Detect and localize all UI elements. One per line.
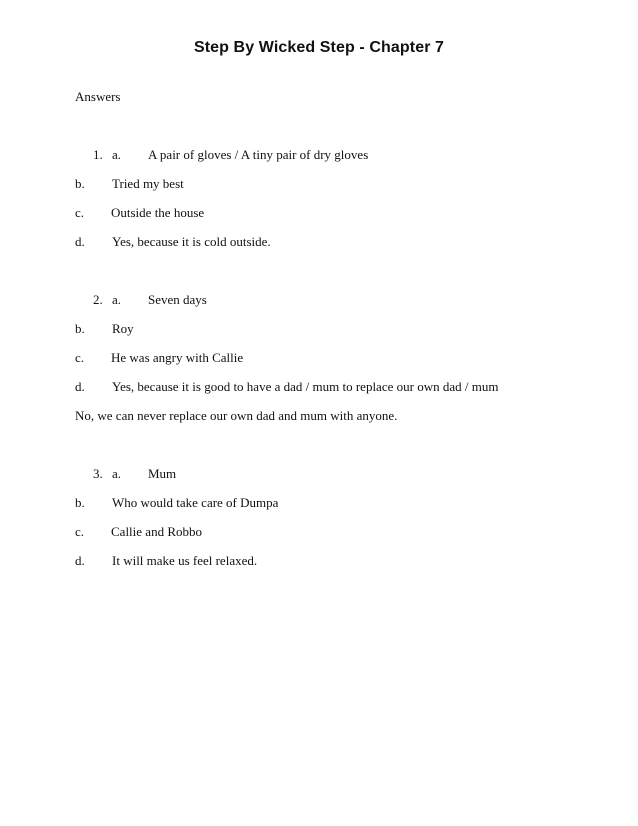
item-label: c. — [75, 205, 85, 220]
item-label: a. — [112, 147, 122, 162]
item-label: a. — [112, 292, 122, 307]
item-text: Yes, because it is cold outside. — [112, 234, 271, 249]
item-text: Tried my best — [112, 176, 184, 191]
item-label: a. — [112, 466, 122, 481]
item-text: Mum — [148, 466, 177, 481]
item-label: d. — [75, 234, 85, 249]
item-label: b. — [75, 495, 85, 510]
item-text: Seven days — [148, 292, 207, 307]
section-2-number: 2. — [93, 292, 103, 307]
item-text: Yes, because it is good to have a dad / mum to replace our own dad / mum — [112, 379, 499, 394]
item-text: Callie and Robbo — [111, 524, 202, 539]
section-2-note: No, we can never replace our own dad and mum with anyone. — [75, 408, 398, 423]
item-label: c. — [75, 524, 85, 539]
item-label: b. — [75, 176, 85, 191]
item-label: d. — [75, 553, 85, 568]
section-1-number: 1. — [93, 147, 103, 162]
item-text: He was angry with Callie — [111, 350, 244, 365]
answers-heading: Answers — [75, 89, 121, 104]
item-label: b. — [75, 321, 85, 336]
item-label: c. — [75, 350, 85, 365]
item-text: Outside the house — [111, 205, 205, 220]
item-label: d. — [75, 379, 85, 394]
item-text: It will make us feel relaxed. — [112, 553, 258, 568]
item-text: A pair of gloves / A tiny pair of dry gloves — [148, 147, 369, 162]
item-text: Who would take care of Dumpa — [112, 495, 279, 510]
item-text: Roy — [112, 321, 134, 336]
section-3-number: 3. — [93, 466, 103, 481]
page-title: Step By Wicked Step - Chapter 7 — [193, 39, 445, 56]
